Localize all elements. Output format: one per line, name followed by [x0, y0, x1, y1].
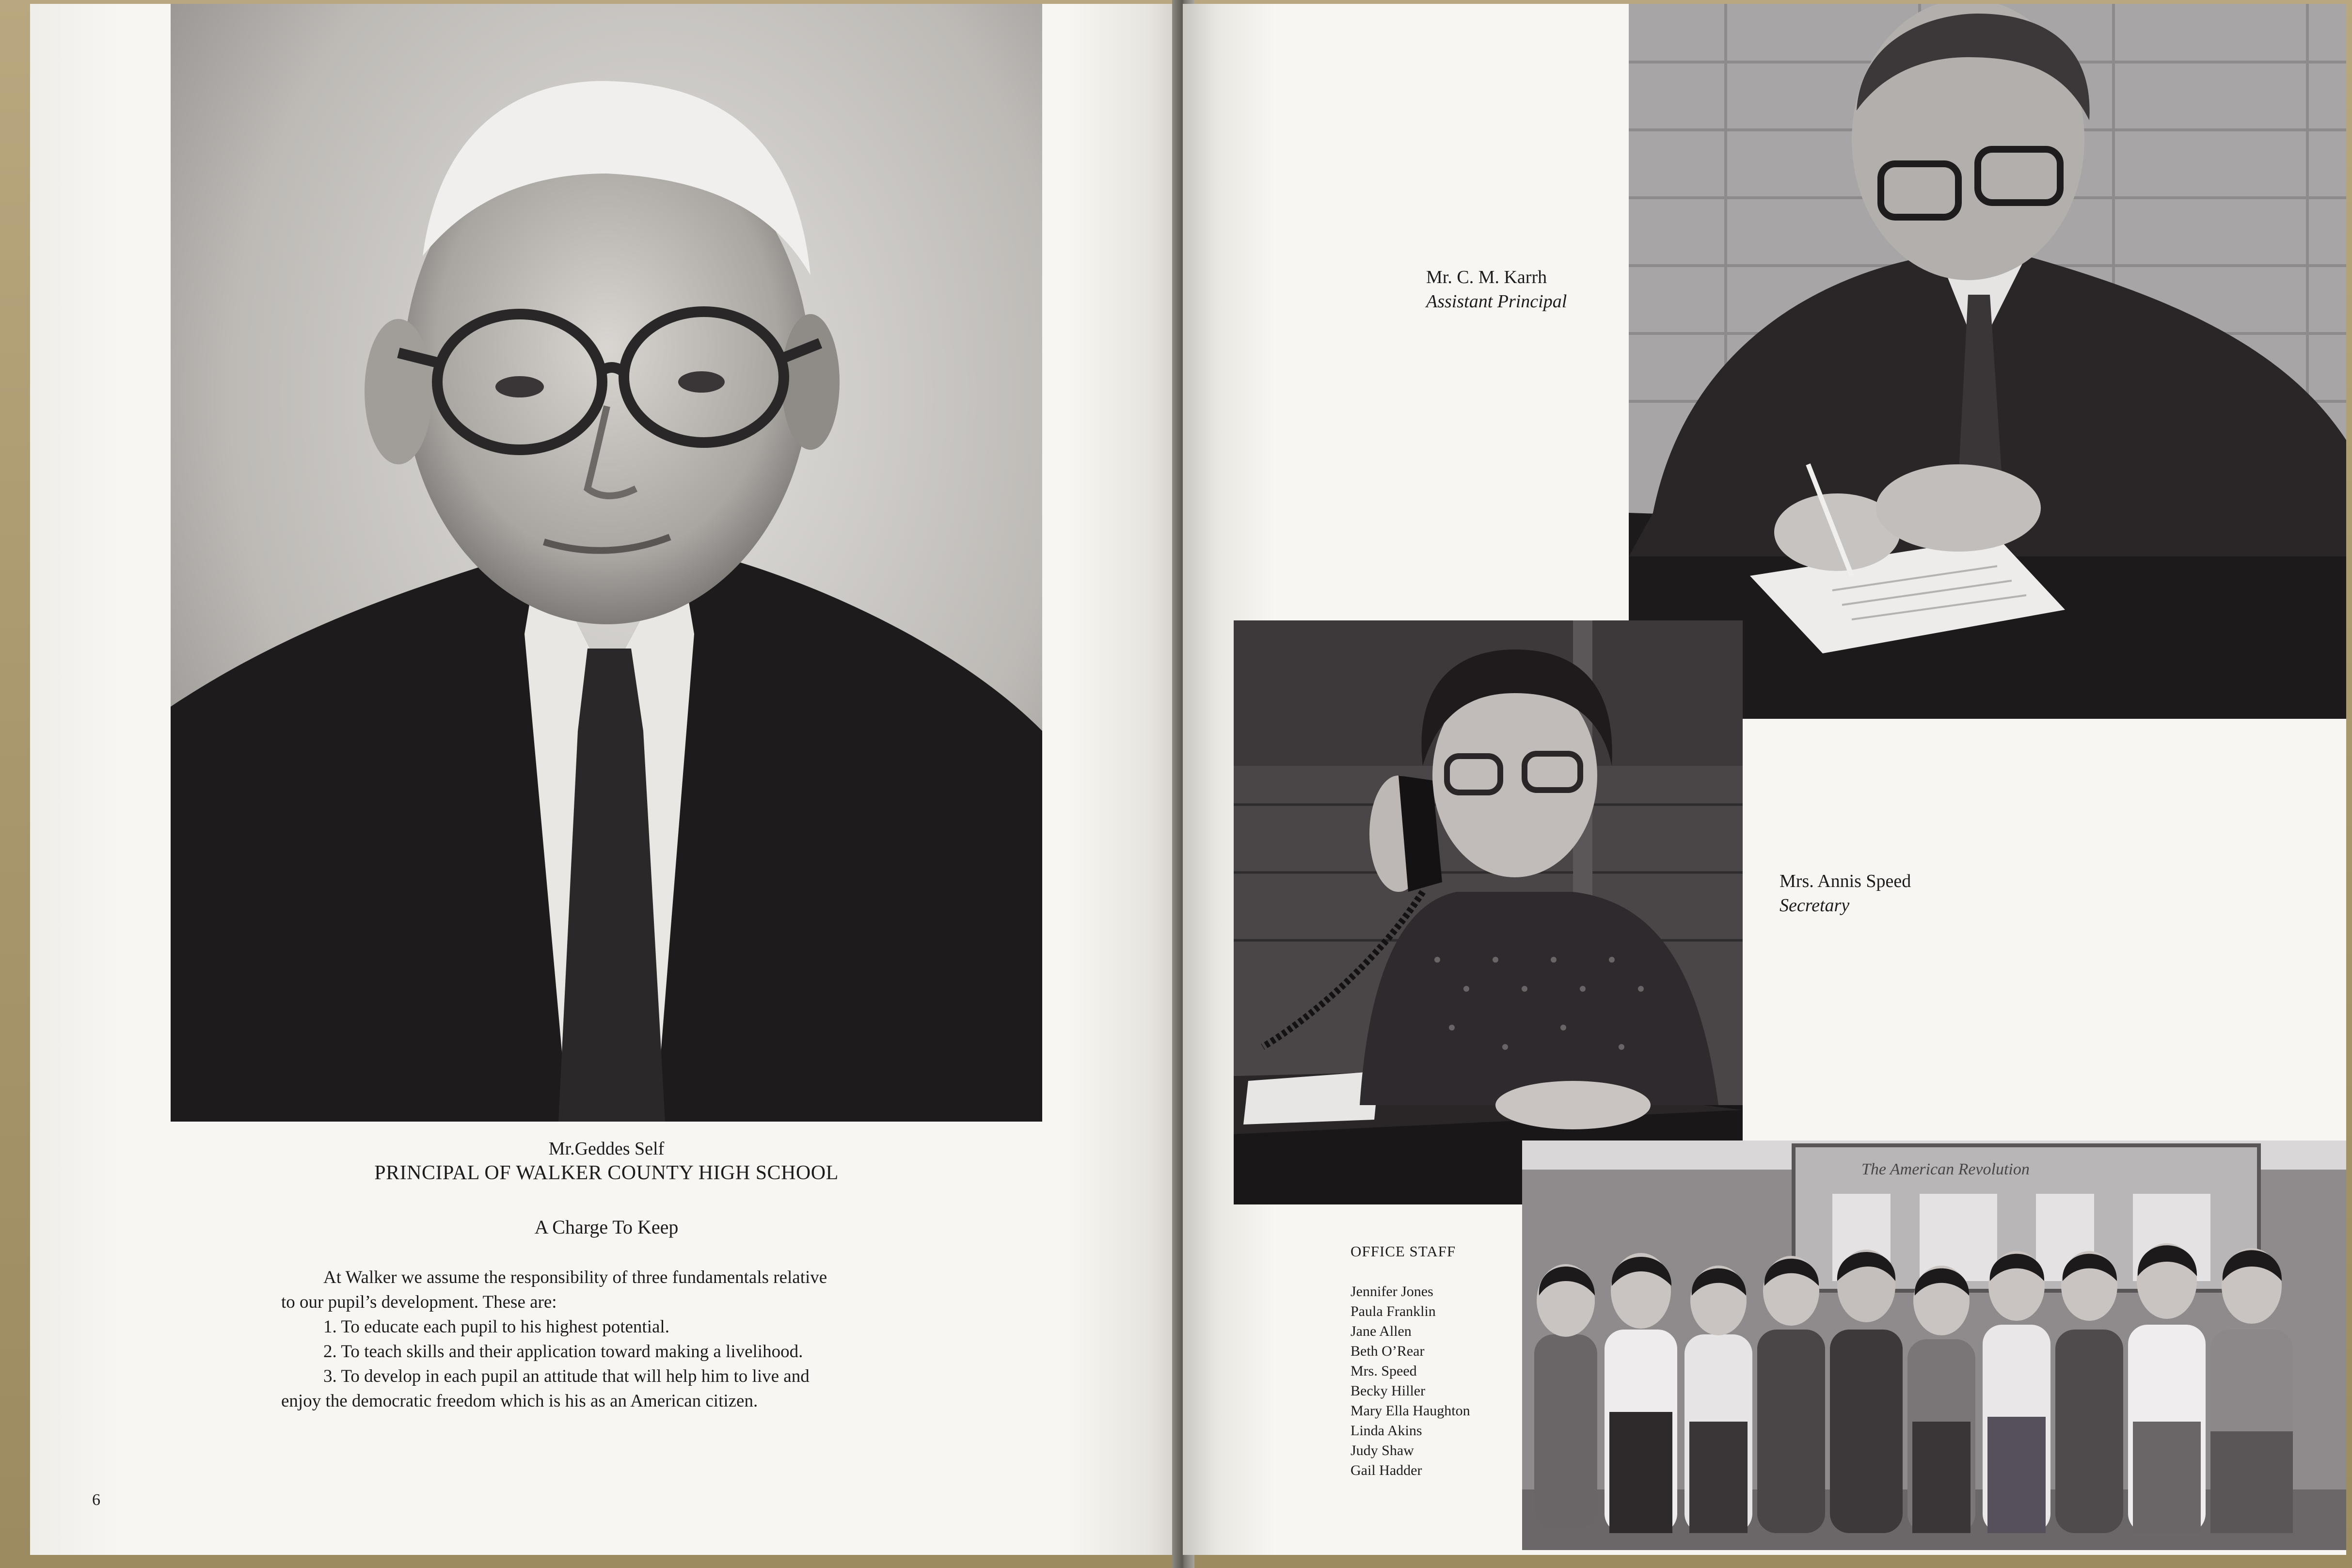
right-page — [1183, 4, 2346, 1555]
assistant-principal-role: Assistant Principal — [1426, 291, 1567, 312]
secretary-role: Secretary — [1780, 895, 1850, 916]
office-staff-heading: OFFICE STAFF — [1351, 1243, 1456, 1260]
principal-portrait-photo — [171, 4, 1042, 1122]
staff-member: Jennifer Jones — [1351, 1283, 1433, 1299]
page-number: 6 — [92, 1491, 100, 1509]
principal-name: Mr.Geddes Self — [548, 1139, 665, 1159]
left-page — [30, 4, 1183, 1555]
intro-line-1: At Walker we assume the responsibility of three fundamentals relative — [323, 1267, 827, 1287]
staff-member: Mary Ella Haughton — [1351, 1403, 1470, 1419]
fundamental-point-1: 1. To educate each pupil to his highest potential. — [323, 1317, 669, 1337]
principal-title: PRINCIPAL OF WALKER COUNTY HIGH SCHOOL — [374, 1162, 839, 1184]
secretary-photo — [1234, 620, 1743, 1204]
section-title: A Charge To Keep — [534, 1216, 679, 1238]
staff-member: Jane Allen — [1351, 1323, 1412, 1339]
fundamental-point-3: 3. To develop in each pupil an attitude that will help him to live and — [323, 1366, 810, 1386]
office-staff-list — [1351, 1282, 1470, 1480]
staff-member: Paula Franklin — [1351, 1303, 1436, 1319]
secretary-name: Mrs. Annis Speed — [1780, 871, 1911, 891]
assistant-principal-photo — [1629, 4, 2346, 719]
staff-member: Becky Hiller — [1351, 1383, 1426, 1399]
svg-text:The American Revolution: The American Revolution — [1861, 1160, 2030, 1178]
assistant-principal-name: Mr. C. M. Karrh — [1426, 267, 1547, 287]
closing-line: enjoy the democratic freedom which is his as an American citizen. — [281, 1391, 758, 1411]
fundamental-point-2: 2. To teach skills and their application toward making a livelihood. — [323, 1342, 803, 1362]
staff-member: Beth O’Rear — [1351, 1343, 1425, 1359]
staff-member: Mrs. Speed — [1351, 1363, 1417, 1379]
staff-member: Gail Hadder — [1351, 1462, 1422, 1478]
staff-member: Judy Shaw — [1351, 1442, 1414, 1458]
intro-line-2: to our pupil’s development. These are: — [281, 1292, 557, 1312]
staff-member: Linda Akins — [1351, 1423, 1422, 1439]
office-staff-group-photo — [1522, 1140, 2346, 1550]
